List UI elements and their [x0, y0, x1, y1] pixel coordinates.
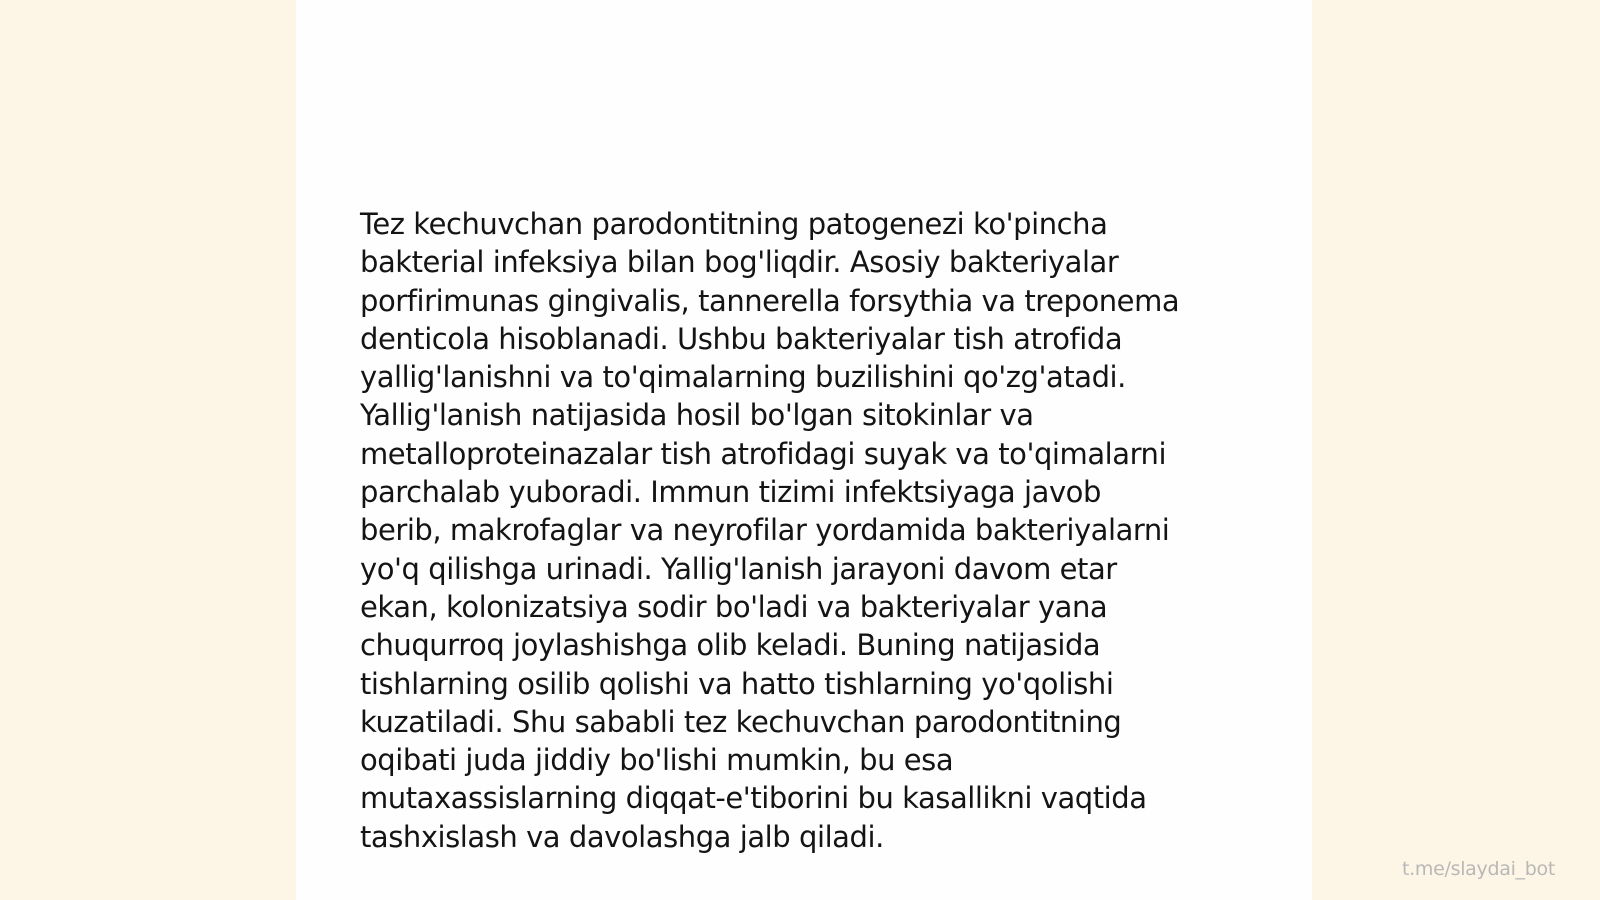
text-line: mutaxassislarning diqqat-e'tiborini bu kasallikni vaqtida: [360, 781, 1147, 816]
text-line: tishlarning osilib qolishi va hatto tishlarning yo'qolishi: [360, 666, 1114, 701]
text-line: berib, makrofaglar va neyrofilar yordamida bakteriyalarni: [360, 513, 1170, 548]
text-line: kuzatiladi. Shu sababli tez kechuvchan parodontitning: [360, 704, 1122, 739]
text-line: parchalab yuboradi. Immun tizimi infektsiyaga javob: [360, 475, 1101, 510]
text-line: ekan, kolonizatsiya sodir bo'ladi va bakteriyalar yana: [360, 589, 1108, 624]
text-line: Tez kechuvchan parodontitning patogenezi ko'pincha: [360, 207, 1108, 241]
watermark: t.me/slaydai_bot: [1402, 858, 1555, 880]
text-line: oqibati juda jiddiy bo'lishi mumkin, bu esa: [360, 743, 954, 778]
text-line: yo'q qilishga urinadi. Yallig'lanish jarayoni davom etar: [360, 551, 1117, 586]
text-line: Yallig'lanish natijasida hosil bo'lgan sitokinlar va: [360, 398, 1034, 433]
slide: [296, 0, 1312, 900]
text-line: metalloproteinazalar tish atrofidagi suyak va to'qimalarni: [360, 436, 1167, 471]
text-line: tashxislash va davolashga jalb qiladi.: [360, 819, 884, 854]
text-line: yallig'lanishni va to'qimalarning buzilishini qo'zg'atadi.: [360, 360, 1126, 395]
text-line: chuqurroq joylashishga olib keladi. Buning natijasida: [360, 628, 1101, 663]
text-line: porfirimunas gingivalis, tannerella forsythia va treponema: [360, 283, 1180, 318]
text-line: denticola hisoblanadi. Ushbu bakteriyalar tish atrofida: [360, 321, 1123, 356]
text-line: bakterial infeksiya bilan bog'liqdir. Asosiy bakteriyalar: [360, 245, 1119, 280]
slide-body-text: [360, 205, 1260, 856]
